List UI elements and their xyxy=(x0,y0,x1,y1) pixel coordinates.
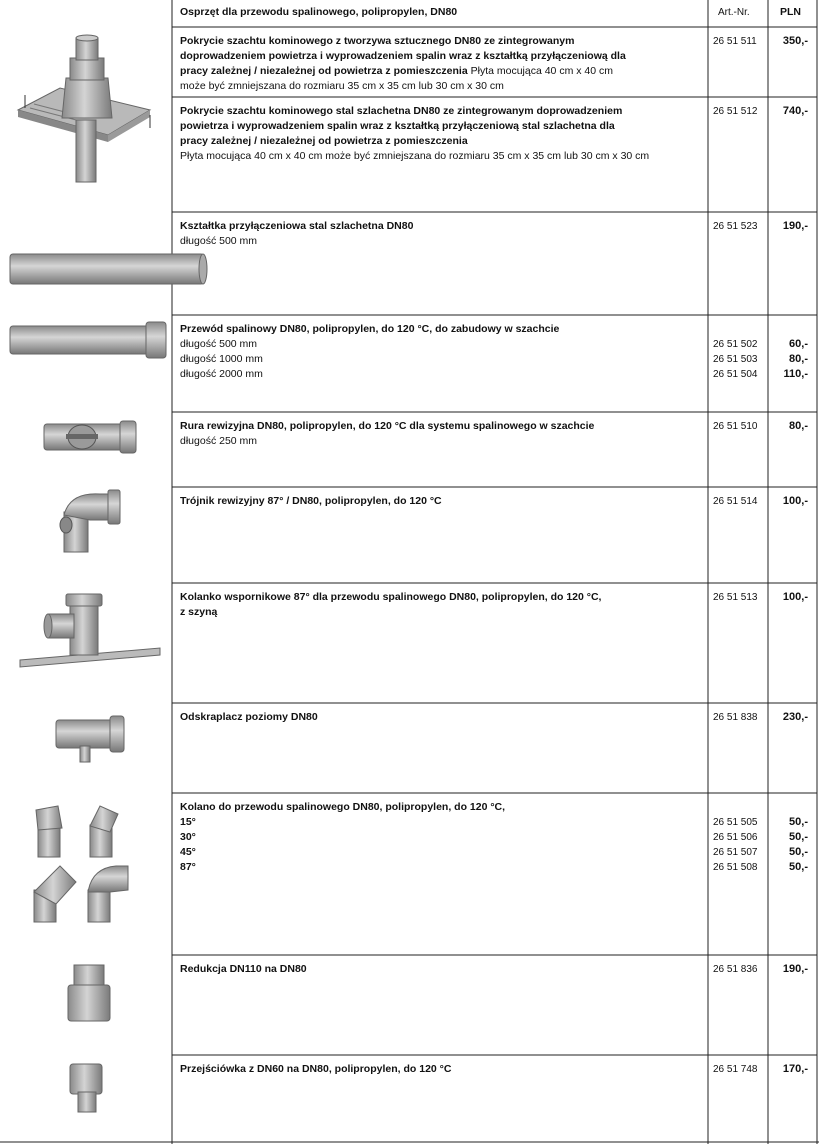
description-line: powietrza i wyprowadzeniem spalin wraz z kształtką przyłączeniową stal szlachetna dla xyxy=(180,120,615,132)
price-line: 190,- xyxy=(782,963,808,975)
article-number-line: 26 51 510 xyxy=(713,421,758,432)
price xyxy=(768,590,808,605)
article-number xyxy=(713,337,763,382)
table-title: Osprzęt dla przewodu spalinowego, polipropylen, DN80 xyxy=(180,6,458,18)
article-number-line: 26 51 508 xyxy=(713,862,758,873)
description-line: Rura rewizyjna DN80, polipropylen, do 120 °C dla systemu spalinowego w szachcie xyxy=(180,420,595,432)
description-line: Przejściówka z DN60 na DN80, polipropylen, do 120 °C xyxy=(180,1063,452,1075)
price xyxy=(768,962,808,977)
article-number xyxy=(713,590,763,605)
price xyxy=(768,34,808,49)
description-line: 87° xyxy=(180,861,196,873)
product-description xyxy=(180,1062,705,1077)
description-line: Kształtka przyłączeniowa stal szlachetna DN80 xyxy=(180,220,414,232)
elbows-icon xyxy=(34,806,128,922)
article-number-line: 26 51 513 xyxy=(713,592,758,603)
dn60-adapter-icon xyxy=(70,1064,102,1112)
article-number xyxy=(713,104,763,119)
description-line: Kolano do przewodu spalinowego DN80, polipropylen, do 120 °C, xyxy=(180,801,506,813)
description-line: długość 250 mm xyxy=(180,435,258,447)
description-line: długość 500 mm xyxy=(180,338,258,350)
inspection-tee-icon xyxy=(60,490,120,552)
article-number-line: 26 51 511 xyxy=(713,36,757,47)
description-line: pracy zależnej / niezależnej od powietrza z pomieszczenia xyxy=(180,65,468,77)
price-line: 50,- xyxy=(789,846,808,858)
art-column-header: Art.-Nr. xyxy=(718,7,750,18)
inspection-pipe-icon xyxy=(44,421,136,453)
description-line: 30° xyxy=(180,831,196,843)
article-number-line: 26 51 502 xyxy=(713,339,758,350)
price-line: 170,- xyxy=(782,1063,808,1075)
price-line: 50,- xyxy=(789,831,808,843)
article-number-line: 26 51 506 xyxy=(713,832,758,843)
product-description xyxy=(180,590,705,620)
article-number-line: 26 51 504 xyxy=(713,369,758,380)
description-line: Odskraplacz poziomy DN80 xyxy=(180,711,318,723)
product-description xyxy=(180,34,705,94)
article-number xyxy=(713,494,763,509)
description-line: Przewód spalinowy DN80, polipropylen, do 120 °C, do zabudowy w szachcie xyxy=(180,323,560,335)
price-line: 60,- xyxy=(789,338,808,350)
description-line: 15° xyxy=(180,816,196,828)
price xyxy=(768,1062,808,1077)
product-description xyxy=(180,710,705,725)
product-description xyxy=(180,494,705,509)
price-line: 350,- xyxy=(782,35,808,47)
description-line: może być zmniejszana do rozmiaru 35 cm x 35 cm lub 30 cm x 30 cm xyxy=(180,80,504,92)
article-number-line: 26 51 838 xyxy=(713,712,758,723)
price-line: 110,- xyxy=(783,368,808,380)
reducer-icon xyxy=(68,965,110,1021)
price-line: 100,- xyxy=(782,591,808,603)
price xyxy=(768,419,808,434)
product-description xyxy=(180,322,705,382)
price-line: 740,- xyxy=(782,105,808,117)
price xyxy=(768,337,808,382)
chimney-cover-icon xyxy=(18,35,150,182)
article-number xyxy=(713,710,763,725)
description-line: długość 2000 mm xyxy=(180,368,263,380)
description-line: Pokrycie szachtu kominowego z tworzywa sztucznego DN80 ze zintegrowanym xyxy=(180,35,575,47)
price-line: 50,- xyxy=(789,816,808,828)
article-number xyxy=(713,419,763,434)
article-number xyxy=(713,219,763,234)
product-description xyxy=(180,219,705,249)
price-line: 80,- xyxy=(789,353,808,365)
price-line: 230,- xyxy=(782,711,808,723)
price xyxy=(768,104,808,119)
article-number-line: 26 51 507 xyxy=(713,847,758,858)
article-number xyxy=(713,962,763,977)
price-line: 190,- xyxy=(782,220,808,232)
description-line: Redukcja DN110 na DN80 xyxy=(180,963,307,975)
article-number-line: 26 51 836 xyxy=(713,964,758,975)
description-line: Pokrycie szachtu kominowego stal szlachetna DN80 ze zintegrowanym doprowadzeniem xyxy=(180,105,623,117)
product-description xyxy=(180,419,705,449)
support-elbow-icon xyxy=(20,594,160,667)
article-number xyxy=(713,34,763,49)
article-number-line: 26 51 512 xyxy=(713,106,758,117)
description-line: 45° xyxy=(180,846,196,858)
condensate-trap-icon xyxy=(56,716,124,762)
product-description xyxy=(180,800,705,875)
description-line: długość 500 mm xyxy=(180,235,258,247)
description-line: z szyną xyxy=(180,606,218,618)
article-number xyxy=(713,1062,763,1077)
description-line: Płyta mocująca 40 cm x 40 cm może być zmniejszana do rozmiaru 35 cm x 35 cm lub 30 cm x 30 cm xyxy=(180,150,650,162)
price-line: 50,- xyxy=(789,861,808,873)
flue-pipe-icon xyxy=(10,322,166,358)
description-line: doprowadzeniem powietrza i wyprowadzeniem spalin wraz z kształtką przyłączeniową dla xyxy=(180,50,626,62)
article-number xyxy=(713,815,763,875)
adapter-pipe-icon xyxy=(10,254,207,284)
article-number-line: 26 51 505 xyxy=(713,817,758,828)
price-line: 80,- xyxy=(789,420,808,432)
price xyxy=(768,494,808,509)
description-note: Płyta mocująca 40 cm x 40 cm xyxy=(467,65,613,77)
price-column-header: PLN xyxy=(780,6,801,18)
price xyxy=(768,219,808,234)
description-line: długość 1000 mm xyxy=(180,353,263,365)
product-description xyxy=(180,104,705,164)
article-number-line: 26 51 514 xyxy=(713,496,758,507)
price xyxy=(768,815,808,875)
description-line: pracy zależnej / niezależnej od powietrza z pomieszczenia xyxy=(180,135,468,147)
article-number-line: 26 51 523 xyxy=(713,221,758,232)
price xyxy=(768,710,808,725)
article-number-line: 26 51 748 xyxy=(713,1064,758,1075)
product-description xyxy=(180,962,705,977)
article-number-line: 26 51 503 xyxy=(713,354,758,365)
price-line: 100,- xyxy=(782,495,808,507)
description-line: Trójnik rewizyjny 87° / DN80, polipropylen, do 120 °C xyxy=(180,495,442,507)
description-line: Kolanko wspornikowe 87° dla przewodu spalinowego DN80, polipropylen, do 120 °C, xyxy=(180,591,602,603)
